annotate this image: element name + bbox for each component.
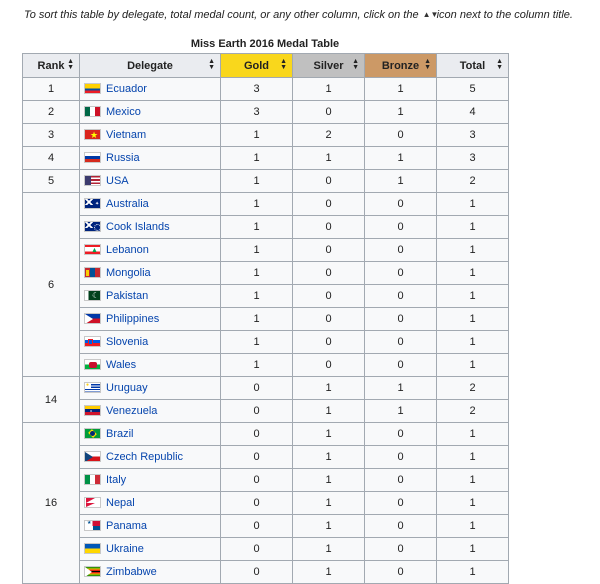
bronze-count-cell: 0 <box>365 561 437 584</box>
rank-cell: 6 <box>23 193 80 377</box>
column-header-delegate[interactable] <box>80 54 221 78</box>
slovenia-flag-icon[interactable] <box>84 336 101 347</box>
delegate-cell <box>80 331 221 354</box>
total-count-cell: 3 <box>437 147 509 170</box>
nepal-flag-icon[interactable] <box>84 497 101 508</box>
table-row <box>23 515 509 538</box>
delegate-link[interactable]: Brazil <box>106 428 134 440</box>
delegate-cell <box>80 239 221 262</box>
delegate-cell <box>80 469 221 492</box>
panama-flag-icon[interactable]: ★ <box>84 520 101 531</box>
column-header-rank[interactable] <box>23 54 80 78</box>
table-row <box>23 239 509 262</box>
medal-table <box>22 53 509 584</box>
table-row <box>23 561 509 584</box>
total-count-cell: 1 <box>437 216 509 239</box>
bronze-count-cell: 1 <box>365 400 437 423</box>
delegate-header-label: Delegate <box>127 59 173 72</box>
bronze-count-cell: 0 <box>365 538 437 561</box>
delegate-cell <box>80 377 221 400</box>
sort-arrows-icon: ▲▼ <box>422 10 439 19</box>
gold-count-cell: 0 <box>221 515 293 538</box>
wales-flag-icon[interactable] <box>84 359 101 370</box>
usa-flag-icon[interactable] <box>84 175 101 186</box>
silver-count-cell: 0 <box>293 216 365 239</box>
silver-count-cell: 1 <box>293 469 365 492</box>
delegate-link[interactable]: Cook Islands <box>106 221 170 233</box>
total-count-cell: 5 <box>437 78 509 101</box>
gold-count-cell: 1 <box>221 285 293 308</box>
russia-flag-icon[interactable] <box>84 152 101 163</box>
silver-count-cell: 0 <box>293 331 365 354</box>
delegate-cell <box>80 170 221 193</box>
silver-count-cell: 2 <box>293 124 365 147</box>
uruguay-flag-icon[interactable]: ● <box>84 382 101 393</box>
total-count-cell: 1 <box>437 469 509 492</box>
bronze-count-cell: 0 <box>365 423 437 446</box>
bronze-count-cell: 0 <box>365 124 437 147</box>
column-header-total[interactable] <box>437 54 509 78</box>
gold-count-cell: 1 <box>221 147 293 170</box>
column-header-gold[interactable] <box>221 54 293 78</box>
delegate-link[interactable]: Pakistan <box>106 290 149 302</box>
sort-icon[interactable]: ▲ ▼ <box>496 58 503 71</box>
silver-count-cell: 1 <box>293 561 365 584</box>
gold-header-label: Gold <box>243 59 270 72</box>
total-header-label: Total <box>459 59 486 72</box>
silver-count-cell: 0 <box>293 101 365 124</box>
delegate-link[interactable]: Slovenia <box>106 336 149 348</box>
silver-count-cell: 1 <box>293 147 365 170</box>
delegate-cell <box>80 492 221 515</box>
gold-count-cell: 1 <box>221 262 293 285</box>
table-row <box>23 492 509 515</box>
sort-icon[interactable]: ▲ ▼ <box>280 58 287 71</box>
australia-flag-icon[interactable]: ✦ <box>84 198 101 209</box>
bronze-count-cell: 1 <box>365 170 437 193</box>
gold-count-cell: 1 <box>221 124 293 147</box>
delegate-link[interactable]: Panama <box>106 520 147 532</box>
delegate-cell <box>80 193 221 216</box>
delegate-link[interactable]: Zimbabwe <box>106 566 157 578</box>
silver-count-cell: 0 <box>293 193 365 216</box>
delegate-link[interactable]: Ukraine <box>106 543 144 555</box>
sort-instructions <box>24 9 600 21</box>
brazil-flag-icon[interactable] <box>84 428 101 439</box>
delegate-cell <box>80 354 221 377</box>
total-count-cell: 1 <box>437 446 509 469</box>
rank-cell: 4 <box>23 147 80 170</box>
ecuador-flag-icon[interactable] <box>84 83 101 94</box>
silver-count-cell: 0 <box>293 354 365 377</box>
delegate-link[interactable]: Vietnam <box>106 129 147 141</box>
delegate-cell <box>80 561 221 584</box>
column-header-bronze[interactable] <box>365 54 437 78</box>
silver-count-cell: 1 <box>293 78 365 101</box>
delegate-link[interactable]: Philippines <box>106 313 160 325</box>
total-count-cell: 4 <box>437 101 509 124</box>
total-count-cell: 1 <box>437 193 509 216</box>
sort-icon[interactable]: ▲ ▼ <box>67 58 74 71</box>
bronze-count-cell: 1 <box>365 147 437 170</box>
total-count-cell: 1 <box>437 285 509 308</box>
table-row <box>23 101 509 124</box>
bronze-count-cell: 0 <box>365 285 437 308</box>
philippines-flag-icon[interactable] <box>84 313 101 324</box>
silver-count-cell: 1 <box>293 423 365 446</box>
total-count-cell: 1 <box>437 492 509 515</box>
delegate-link[interactable]: Lebanon <box>106 244 149 256</box>
bronze-count-cell: 0 <box>365 262 437 285</box>
delegate-link[interactable]: USA <box>106 175 129 187</box>
bronze-count-cell: 1 <box>365 78 437 101</box>
bronze-count-cell: 0 <box>365 308 437 331</box>
delegate-link[interactable]: Mexico <box>106 106 141 118</box>
bronze-count-cell: 0 <box>365 469 437 492</box>
silver-count-cell: 1 <box>293 377 365 400</box>
delegate-link[interactable]: Wales <box>106 359 137 371</box>
column-header-silver[interactable] <box>293 54 365 78</box>
bronze-count-cell: 0 <box>365 193 437 216</box>
bronze-count-cell: 0 <box>365 446 437 469</box>
delegate-link[interactable]: Ecuador <box>106 83 147 95</box>
rank-cell: 1 <box>23 78 80 101</box>
gold-count-cell: 1 <box>221 308 293 331</box>
rank-cell: 2 <box>23 101 80 124</box>
delegate-cell <box>80 124 221 147</box>
silver-count-cell: 1 <box>293 538 365 561</box>
silver-count-cell: 1 <box>293 492 365 515</box>
table-row <box>23 538 509 561</box>
table-row <box>23 308 509 331</box>
sort-icon[interactable]: ▲ ▼ <box>424 58 431 71</box>
ukraine-flag-icon[interactable] <box>84 543 101 554</box>
delegate-link[interactable]: Australia <box>106 198 149 210</box>
silver-count-cell: 1 <box>293 400 365 423</box>
rank-header-label: Rank <box>37 59 65 72</box>
bronze-count-cell: 0 <box>365 331 437 354</box>
silver-count-cell: 0 <box>293 285 365 308</box>
silver-count-cell: 1 <box>293 446 365 469</box>
czech-republic-flag-icon[interactable] <box>84 451 101 462</box>
total-count-cell: 3 <box>437 124 509 147</box>
gold-count-cell: 1 <box>221 331 293 354</box>
delegate-cell <box>80 400 221 423</box>
table-row <box>23 423 509 446</box>
table-row <box>23 446 509 469</box>
gold-count-cell: 3 <box>221 101 293 124</box>
silver-count-cell: 0 <box>293 308 365 331</box>
total-count-cell: 1 <box>437 239 509 262</box>
delegate-cell <box>80 285 221 308</box>
bronze-count-cell: 0 <box>365 492 437 515</box>
silver-count-cell: 0 <box>293 262 365 285</box>
gold-count-cell: 0 <box>221 423 293 446</box>
gold-count-cell: 0 <box>221 377 293 400</box>
delegate-cell <box>80 515 221 538</box>
table-caption: Miss Earth 2016 Medal Table <box>190 38 340 50</box>
delegate-link[interactable]: Czech Republic <box>106 451 184 463</box>
mongolia-flag-icon[interactable] <box>84 267 101 278</box>
rank-cell: 5 <box>23 170 80 193</box>
table-row <box>23 216 509 239</box>
table-row <box>23 377 509 400</box>
sort-icon[interactable]: ▲ ▼ <box>208 58 215 71</box>
bronze-count-cell: 0 <box>365 216 437 239</box>
gold-count-cell: 0 <box>221 400 293 423</box>
bronze-header-label: Bronze <box>381 59 420 72</box>
gold-count-cell: 0 <box>221 561 293 584</box>
total-count-cell: 1 <box>437 354 509 377</box>
delegate-cell <box>80 423 221 446</box>
gold-count-cell: 1 <box>221 354 293 377</box>
bronze-count-cell: 1 <box>365 377 437 400</box>
silver-count-cell: 1 <box>293 515 365 538</box>
pakistan-flag-icon[interactable]: ☾ <box>84 290 101 301</box>
table-header-row <box>23 54 509 78</box>
delegate-link[interactable]: Venezuela <box>106 405 158 417</box>
venezuela-flag-icon[interactable]: ••• <box>84 405 101 416</box>
table-row <box>23 170 509 193</box>
total-count-cell: 1 <box>437 331 509 354</box>
silver-count-cell: 0 <box>293 239 365 262</box>
silver-count-cell: 0 <box>293 170 365 193</box>
mexico-flag-icon[interactable] <box>84 106 101 117</box>
gold-count-cell: 1 <box>221 193 293 216</box>
bronze-count-cell: 1 <box>365 101 437 124</box>
delegate-cell <box>80 262 221 285</box>
table-row <box>23 285 509 308</box>
table-row <box>23 354 509 377</box>
silver-header-label: Silver <box>313 59 344 72</box>
total-count-cell: 2 <box>437 400 509 423</box>
total-count-cell: 1 <box>437 561 509 584</box>
delegate-cell <box>80 78 221 101</box>
sort-icon[interactable]: ▲ ▼ <box>352 58 359 71</box>
rank-cell: 16 <box>23 423 80 584</box>
vietnam-flag-icon[interactable]: ★ <box>84 129 101 140</box>
total-count-cell: 2 <box>437 377 509 400</box>
delegate-link[interactable]: Italy <box>106 474 127 486</box>
table-row <box>23 147 509 170</box>
gold-count-cell: 1 <box>221 216 293 239</box>
bronze-count-cell: 0 <box>365 354 437 377</box>
bronze-count-cell: 0 <box>365 515 437 538</box>
delegate-cell <box>80 308 221 331</box>
gold-count-cell: 1 <box>221 170 293 193</box>
italy-flag-icon[interactable] <box>84 474 101 485</box>
sort-instructions-before: To sort this table by delegate, total medal count, or any other column, click on the <box>24 9 419 21</box>
sort-instructions-after: icon next to the column title. <box>436 9 573 21</box>
table-row <box>23 469 509 492</box>
gold-count-cell: 0 <box>221 469 293 492</box>
table-row <box>23 400 509 423</box>
bronze-count-cell: 0 <box>365 239 437 262</box>
delegate-link[interactable]: Nepal <box>106 497 135 509</box>
gold-count-cell: 3 <box>221 78 293 101</box>
delegate-link[interactable]: Russia <box>106 152 140 164</box>
delegate-cell <box>80 446 221 469</box>
gold-count-cell: 0 <box>221 446 293 469</box>
total-count-cell: 1 <box>437 262 509 285</box>
total-count-cell: 1 <box>437 423 509 446</box>
delegate-cell <box>80 538 221 561</box>
delegate-cell <box>80 147 221 170</box>
total-count-cell: 1 <box>437 538 509 561</box>
gold-count-cell: 0 <box>221 492 293 515</box>
total-count-cell: 1 <box>437 308 509 331</box>
total-count-cell: 2 <box>437 170 509 193</box>
delegate-cell <box>80 216 221 239</box>
total-count-cell: 1 <box>437 515 509 538</box>
cook-islands-flag-icon[interactable] <box>84 221 101 232</box>
gold-count-cell: 0 <box>221 538 293 561</box>
table-row <box>23 262 509 285</box>
gold-count-cell: 1 <box>221 239 293 262</box>
delegate-link[interactable]: Uruguay <box>106 382 148 394</box>
lebanon-flag-icon[interactable]: ▲ <box>84 244 101 255</box>
delegate-cell <box>80 101 221 124</box>
delegate-link[interactable]: Mongolia <box>106 267 151 279</box>
rank-cell: 14 <box>23 377 80 423</box>
zimbabwe-flag-icon[interactable] <box>84 566 101 577</box>
table-row <box>23 193 509 216</box>
table-row <box>23 124 509 147</box>
rank-cell: 3 <box>23 124 80 147</box>
table-row <box>23 78 509 101</box>
table-row <box>23 331 509 354</box>
table-body <box>23 78 509 584</box>
